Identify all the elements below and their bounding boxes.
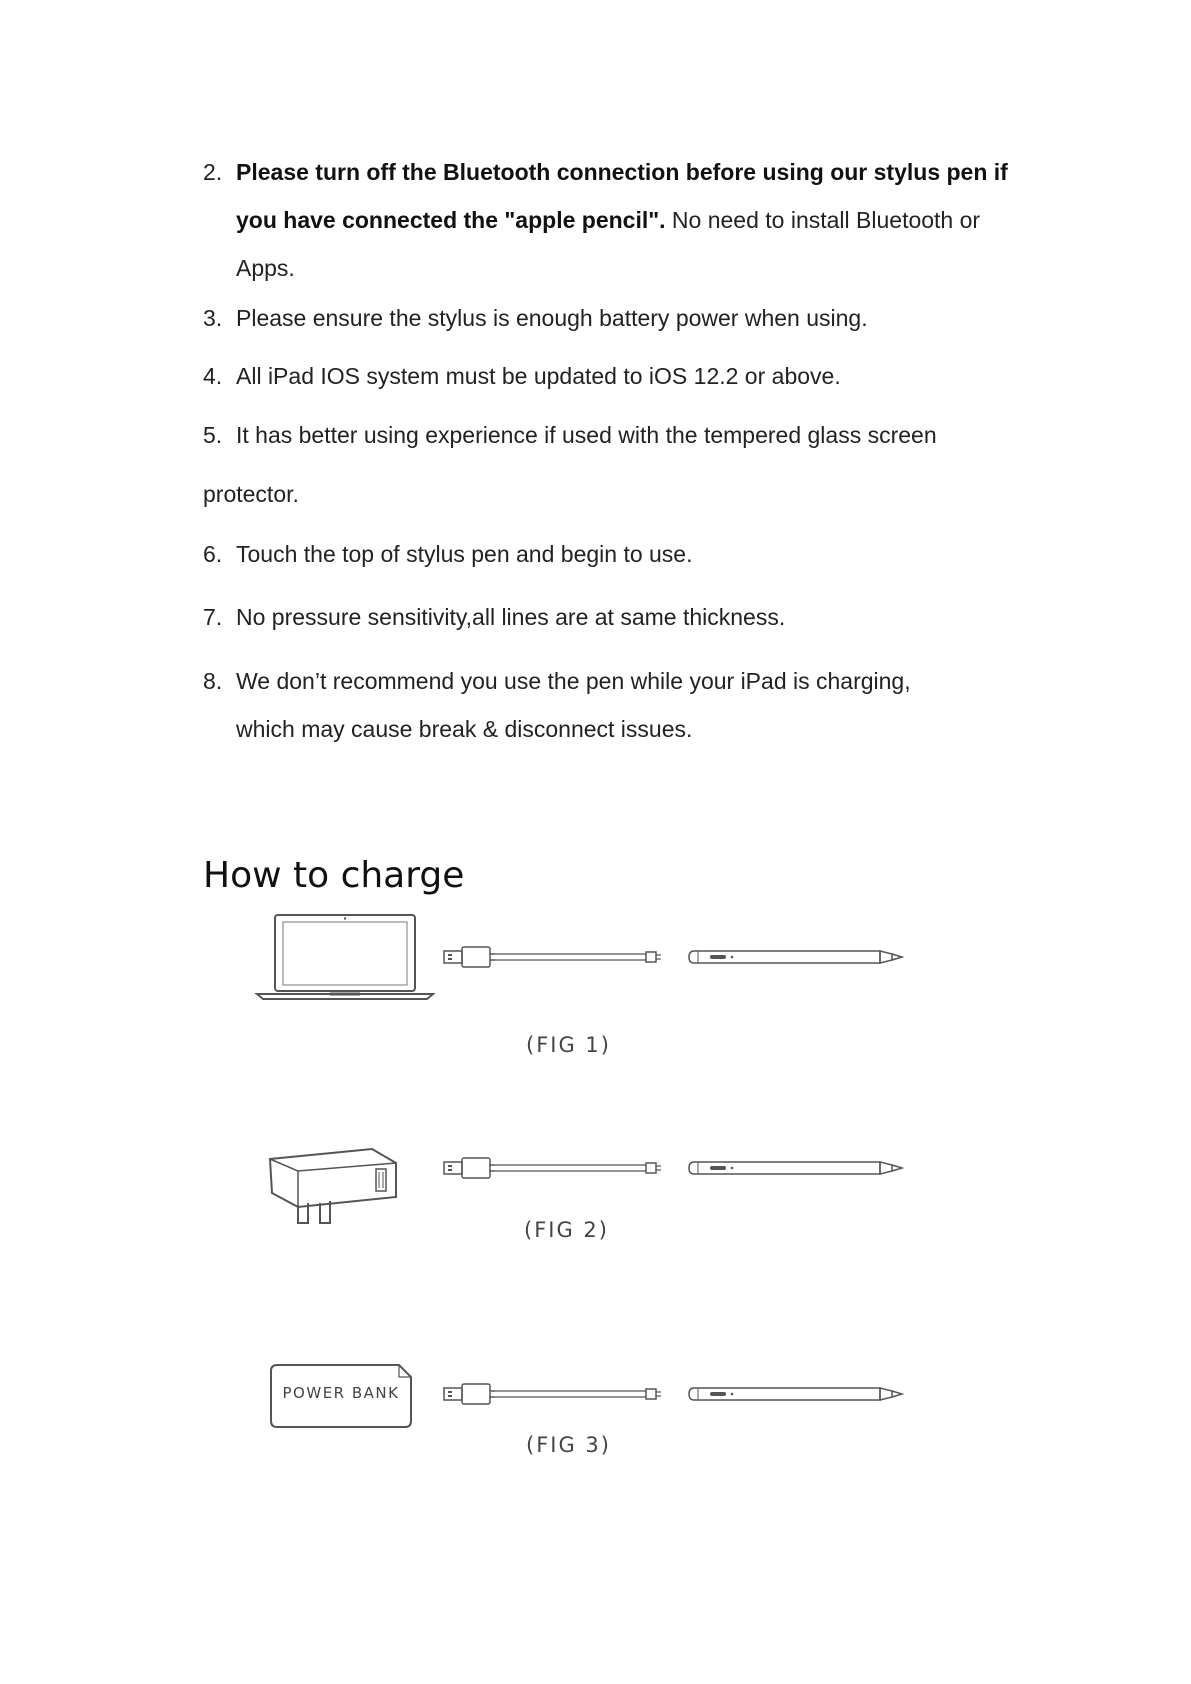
list-item-5 [203,411,1023,459]
figure-caption: (FIG 2) [524,1218,609,1242]
list-number: 7. [203,604,223,630]
section-title: How to charge [203,855,465,896]
usb-cable-icon [443,1156,663,1180]
list-text: It has better using experience if used with the tempered glass screen [236,422,937,448]
list-text: We don’t recommend you use the pen while your iPad is charging, which may cause break & disconnect issues. [236,668,911,742]
list-text: All iPad IOS system must be updated to iOS 12.2 or above. [236,363,841,389]
figure-caption: (FIG 3) [526,1433,611,1457]
list-number: 4. [203,363,223,389]
list-number: 5. [203,422,223,448]
plain-instruction: No need to install Bluetooth or Apps. [236,207,981,281]
list-item-6 [203,530,1023,578]
bold-instruction: Please turn off the Bluetooth connection before using our stylus pen if you have connected the "apple pencil". [236,159,1008,233]
list-text: No pressure sensitivity,all lines are at same thickness. [236,604,786,630]
stylus-pen-icon [688,1158,904,1178]
figure-caption: (FIG 1) [526,1033,611,1057]
laptop-icon [255,912,435,1002]
list-number: 6. [203,541,223,567]
list-number: 3. [203,305,223,331]
stylus-pen-icon [688,1384,904,1404]
power-bank-label: POWER BANK [282,1384,400,1402]
list-text [236,148,1023,292]
list-item-3 [203,294,1023,342]
list-text: Touch the top of stylus pen and begin to use. [236,541,693,567]
list-item-7 [203,593,1023,641]
list-item-2 [203,148,1023,292]
list-text: Please ensure the stylus is enough battery power when using. [236,305,868,331]
usb-cable-icon [443,1382,663,1406]
list-number: 2. [203,159,223,185]
list-number: 8. [203,668,223,694]
list-item-8 [203,657,1023,753]
wall-adapter-icon [268,1145,402,1227]
list-item-5-continuation: protector. [203,481,299,507]
list-item-4 [203,352,1023,400]
usb-cable-icon [443,945,663,969]
stylus-pen-icon [688,947,904,967]
